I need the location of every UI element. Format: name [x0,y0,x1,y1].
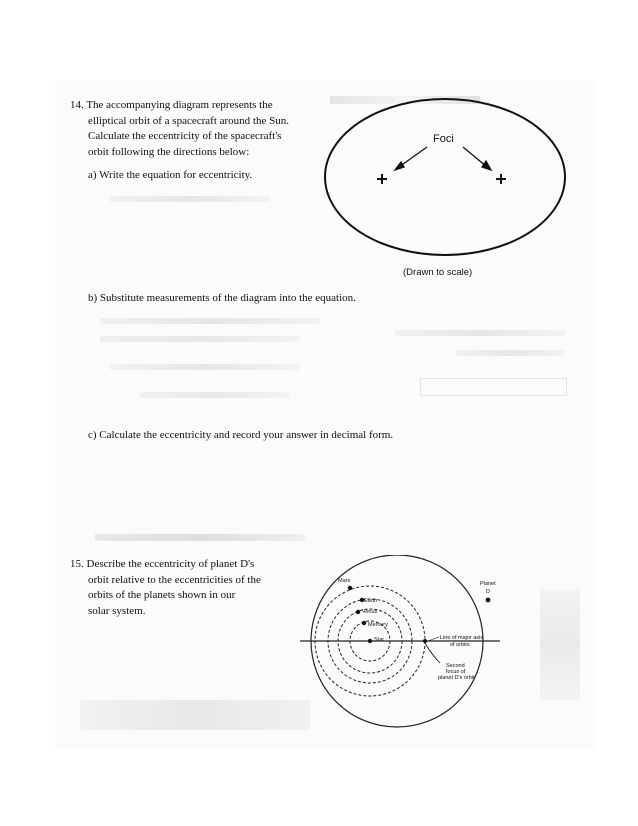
star-dot [368,639,372,643]
mercury-label: Mercury [368,622,388,628]
focus-left-marker [377,174,387,184]
arrow-right-icon [463,147,491,170]
foci-label: Foci [433,133,454,145]
question-14-part-c: c) Calculate the eccentricity and record your answer in decimal form. [88,429,394,441]
major-axis-label-2: of orbits [450,642,470,648]
planet-d-letter: D [486,589,490,595]
venus-dot [356,610,360,614]
question-line: Describe the eccentricity of planet D's [86,558,255,570]
question-line: solar system. [88,604,146,617]
earth-label: Earth [364,598,378,604]
second-focus-pointer [425,643,440,663]
second-focus-label-1: Second [446,663,465,669]
question-line: The accompanying diagram represents the [86,99,273,111]
question-line: orbits of the planets shown in our [88,589,236,602]
question-14-part-b: b) Substitute measurements of the diagram into the equation. [88,292,356,304]
planet-label: Planet [480,581,496,587]
arrow-left-icon [395,147,427,170]
question-number: 14. [70,99,84,111]
second-focus-label-2: focus of [446,669,466,675]
question-14-part-a: a) Write the equation for eccentricity. [88,169,253,181]
planet-d-orbit-diagram [300,555,550,745]
question-15-prompt [70,557,310,619]
question-number: 15. [70,558,84,570]
ellipse-orbit-diagram [315,95,585,285]
mars-dot [348,586,352,590]
spacecraft-orbit-ellipse [325,99,565,255]
question-14-prompt [70,98,320,160]
second-focus-label-3: planet D's orbit [438,675,475,681]
question-line: orbit relative to the eccentricities of the [88,573,261,586]
focus-right-marker [496,174,506,184]
mercury-dot [362,621,366,625]
star-label: Star [374,637,385,643]
scale-note: (Drawn to scale) [403,267,473,278]
venus-label: Venus [362,609,378,615]
question-line: Calculate the eccentricity of the spacecraft's [88,130,282,143]
question-line: elliptical orbit of a spacecraft around the Sun. [88,114,289,127]
question-line: orbit following the directions below: [88,145,250,158]
mars-label: Mars [338,578,351,584]
second-focus-dot [423,639,427,643]
planet-d-dot [486,598,491,603]
major-axis-label-1: Line of major axis [440,635,484,641]
